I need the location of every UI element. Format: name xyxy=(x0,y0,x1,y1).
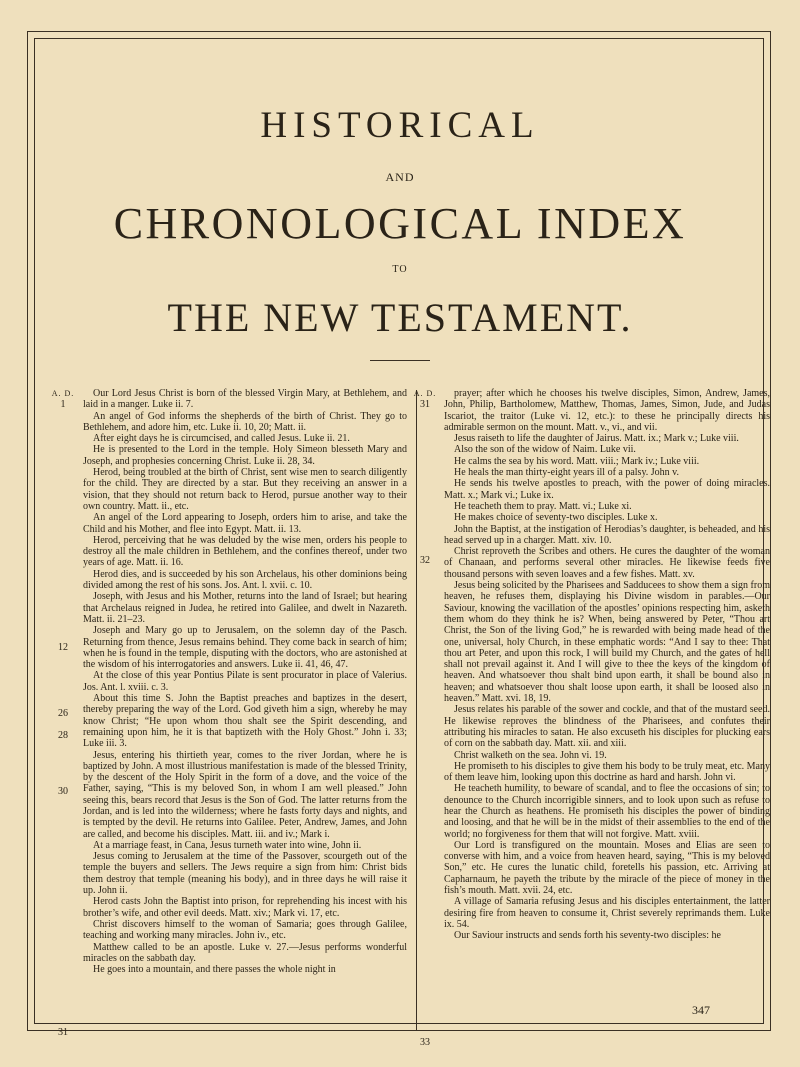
index-entry: prayer; after which he chooses his twelve disciples, Simon, Andrew, James, John, Philip, Bartholomew, Matthew, Thomas, James, Simon, Jude, and Judas Iscariot, the traitor (Luke vi. 12, etc.): to these he principally directs his admirable sermon on the mount. Matt. v., vi., and vii. xyxy=(444,388,770,433)
index-entry: Jesus, entering his thirtieth year, comes to the river Jordan, where he is baptized by John. A most illustrious manifestation is made of the blessed Trinity, by the descent of the Holy Spirit in the form of a dove, and the voice of the Father, saying, “This is my beloved Son, in whom I am well pleased.” John seeing this, bears record that Jesus is the Son of God. The latter returns from the Jordan, and is led into the wilderness; where he fasts forty days and nights, and is tempted by the devil. He returns into Galilee. Peter, Andrew, James, and John are called, and become his disciples. Matt. iii. and iv.; Mark i. xyxy=(83,749,407,840)
index-entry: Our Saviour instructs and sends forth his seventy-two disciples: he xyxy=(454,930,721,942)
index-entry: He calms the sea by his word. Matt. viii.; Mark iv.; Luke viii. xyxy=(454,455,700,467)
year-marker: 28 xyxy=(58,730,68,742)
index-entry: Matthew called to be an apostle. Luke v. 27.—Jesus performs wonderful miracles on the sabbath day. xyxy=(83,941,407,964)
index-entry: He heals the man thirty-eight years ill of a palsy. John v. xyxy=(454,467,680,479)
title-to: TO xyxy=(392,264,408,275)
ad-header-left: A. D. xyxy=(51,389,75,398)
index-entry: Christ discovers himself to the woman of Samaria; goes through Galilee, teaching and working many miracles. John iv., etc. xyxy=(83,918,407,942)
index-entry: Joseph, with Jesus and his Mother, returns into the land of Israel; but hearing that Archelaus reigned in Judea, he retired into Galilee, and dwelt in Nazareth. Matt. ii. 21–23. xyxy=(83,591,407,625)
year-marker: 30 xyxy=(58,786,68,798)
year-marker: 1 xyxy=(60,399,66,411)
index-entry: He teacheth them to pray. Matt. vi.; Luke xi. xyxy=(454,500,632,512)
right-column xyxy=(444,388,770,942)
index-entry: He promiseth to his disciples to give them his body to be truly meat, etc. Many of them leave him, looking upon this doctrine as hard and harsh. John vi. xyxy=(444,760,770,784)
index-entry: He sends his twelve apostles to preach, with the power of doing miracles. Matt. x.; Mark vi.; Luke ix. xyxy=(444,478,770,501)
title-and: AND xyxy=(385,170,415,184)
index-entry: Christ reproveth the Scribes and others. He cures the daughter of the woman of Chanaan, and performs several other miracles. He likewise feeds five thousand persons with seven loaves and a few fishes. Matt. xv. xyxy=(444,546,770,580)
index-entry: He makes choice of seventy-two disciples. Luke x. xyxy=(454,512,658,524)
index-entry: Our Lord Jesus Christ is born of the blessed Virgin Mary, at Bethlehem, and laid in a manger. Luke ii. 7. xyxy=(83,388,407,411)
index-entry: At a marriage feast, in Cana, Jesus turneth water into wine, John ii. xyxy=(93,839,362,851)
index-entry: Joseph and Mary go up to Jerusalem, on the solemn day of the Pasch. Returning from thence, Jesus remains behind. They come back in search of him; when he is found in the temple, disputing with the doctors, who are astonished at the wisdom of his interrogatories and answers. Luke ii. 41, 46, 47. xyxy=(83,625,407,671)
index-entry: Christ walketh on the sea. John vi. 19. xyxy=(454,749,607,761)
title-divider xyxy=(370,360,430,361)
index-entry: He teacheth humility, to beware of scandal, and to flee the occasions of sin; to denounce to the Church incorrigible sinners, and to look upon such as refuse to hear the Church as heathens. He promiseth his disciples the power of binding and loosing, and that he will be in the midst of their assemblies to the end of the world; no forgiveness for them that will not forgive. Matt. xviii. xyxy=(444,783,770,840)
index-entry: Also the son of the widow of Naim. Luke vii. xyxy=(454,444,636,456)
index-entry: He goes into a mountain, and there passes the whole night in xyxy=(93,964,336,976)
index-entry: He is presented to the Lord in the temple. Holy Simeon blesseth Mary and Joseph, and prophesies concerning Christ. Luke ii. 28, 34. xyxy=(83,444,407,467)
index-entry: John the Baptist, at the instigation of Herodias’s daughter, is beheaded, and his head served up in a charger. Matt. xiv. 10. xyxy=(444,523,770,546)
title-new-testament: THE NEW TESTAMENT. xyxy=(167,295,633,340)
column-divider xyxy=(416,390,417,1030)
title-chronological-index: CHRONOLOGICAL INDEX xyxy=(113,199,687,248)
year-marker: 26 xyxy=(58,708,68,720)
index-entry: Our Lord is transfigured on the mountain. Moses and Elias are seen to converse with him, and a voice from heaven heard, saying, “This is my beloved Son,” etc. He cures the lunatic child, foretells his passion, etc. Arriving at Capharnaum, he payeth the tribute by the miracle of the piece of money in the fish’s mouth. Matt. xvii. 24, etc. xyxy=(444,839,770,897)
index-entry: Herod casts John the Baptist into prison, for reprehending his incest with his brother’s wife, and other evil deeds. Matt. xiv.; Mark vi. 17, etc. xyxy=(83,896,407,919)
index-entry: Jesus being solicited by the Pharisees and Sadducees to show them a sign from heaven, he refuses them, displaying his Divine wisdom in parables.—Our Saviour, knowing the vacillation of the apostles’ opinions respecting him, asketh them whom do they think he is? When, being answered by Peter, “Thou art Christ, the Son of the living God,” he is rewarded with being made head of the one, universal, holy Church, in these emphatic words: “And I say to thee: That thou art Peter, and upon this rock, I will build my Church, and the gates of hell shall not prevail against it. And I will give to thee the keys of the kingdom of heaven. And whatsoever thou shalt bind upon earth, it shall be bound also in heaven; and whatsoever thou shalt loose upon earth, it shall be loosed also in heaven.” Matt. xvi. 18, 19. xyxy=(444,580,770,705)
year-marker: 12 xyxy=(58,642,68,654)
ad-header-right: A. D. xyxy=(413,389,437,398)
left-year-margin xyxy=(50,388,76,1039)
left-column xyxy=(83,388,407,975)
year-marker: 31 xyxy=(420,399,430,411)
index-entry: At the close of this year Pontius Pilate is sent procurator in place of Valerius. Jos. Ant. l. xviii. c. 3. xyxy=(83,670,407,693)
index-entry: An angel of God informs the shepherds of the birth of Christ. They go to Bethlehem, and adore him, etc. Luke ii. 10, 20; Matt. ii. xyxy=(83,410,407,433)
title-historical: HISTORICAL xyxy=(260,105,540,146)
index-entry: Herod, being troubled at the birth of Christ, sent wise men to search diligently for the child. They are directed by a star. But they receiving an answer in a vision, that they should not return back to Herod, pursue another way to their own country. Matt. ii., etc. xyxy=(83,467,407,512)
index-entry: Jesus coming to Jerusalem at the time of the Passover, scourgeth out of the temple the buyers and sellers. The Jews require a sign from him: Christ bids them destroy that temple (meaning his body), and in three days he will raise it up. John ii. xyxy=(83,851,407,897)
index-entry: After eight days he is circumcised, and called Jesus. Luke ii. 21. xyxy=(93,433,350,445)
index-entry: Herod dies, and is succeeded by his son Archelaus, his other dominions being divided among the rest of his sons. Jos. Ant. l. xvii. c. 10. xyxy=(83,568,407,592)
year-marker: 32 xyxy=(420,555,430,567)
index-entry: Jesus raiseth to life the daughter of Jairus. Matt. ix.; Mark v.; Luke viii. xyxy=(454,433,739,445)
index-entry: An angel of the Lord appearing to Joseph, orders him to arise, and take the Child and his Mother, and flee into Egypt. Matt. ii. 13. xyxy=(83,512,407,535)
right-year-margin xyxy=(412,388,438,1049)
index-entry: A village of Samaria refusing Jesus and his disciples entertainment, the latter desiring fire from heaven to consume it, Christ severely reprimands them. Luke ix. 54. xyxy=(444,896,770,930)
index-entry: About this time S. John the Baptist preaches and baptizes in the desert, thereby preparing the way of the Lord. God giveth him a sign, whereby he may know Christ; “He upon whom thou shalt see the Spirit descending, and remaining upon him, he it is that baptizeth with the Holy Ghost.” John i. 33; Luke iii. 3. xyxy=(83,693,407,750)
index-entry: Jesus relates his parable of the sower and cockle, and that of the mustard seed. He likewise reproves the blindness of the Pharisees, and confutes their attributing his miracles to satan. He also excuseth his disciples for plucking ears of corn on the sabbath day. Matt. xii. and xiii. xyxy=(444,704,770,750)
year-marker: 31 xyxy=(58,1027,68,1039)
year-marker: 33 xyxy=(420,1037,430,1049)
index-entry: Herod, perceiving that he was deluded by the wise men, orders his people to destroy all the male children in Bethlehem, and the confines thereof, under two years of age. Matt. ii. 16. xyxy=(83,534,407,569)
page-number: 347 xyxy=(692,1003,710,1017)
